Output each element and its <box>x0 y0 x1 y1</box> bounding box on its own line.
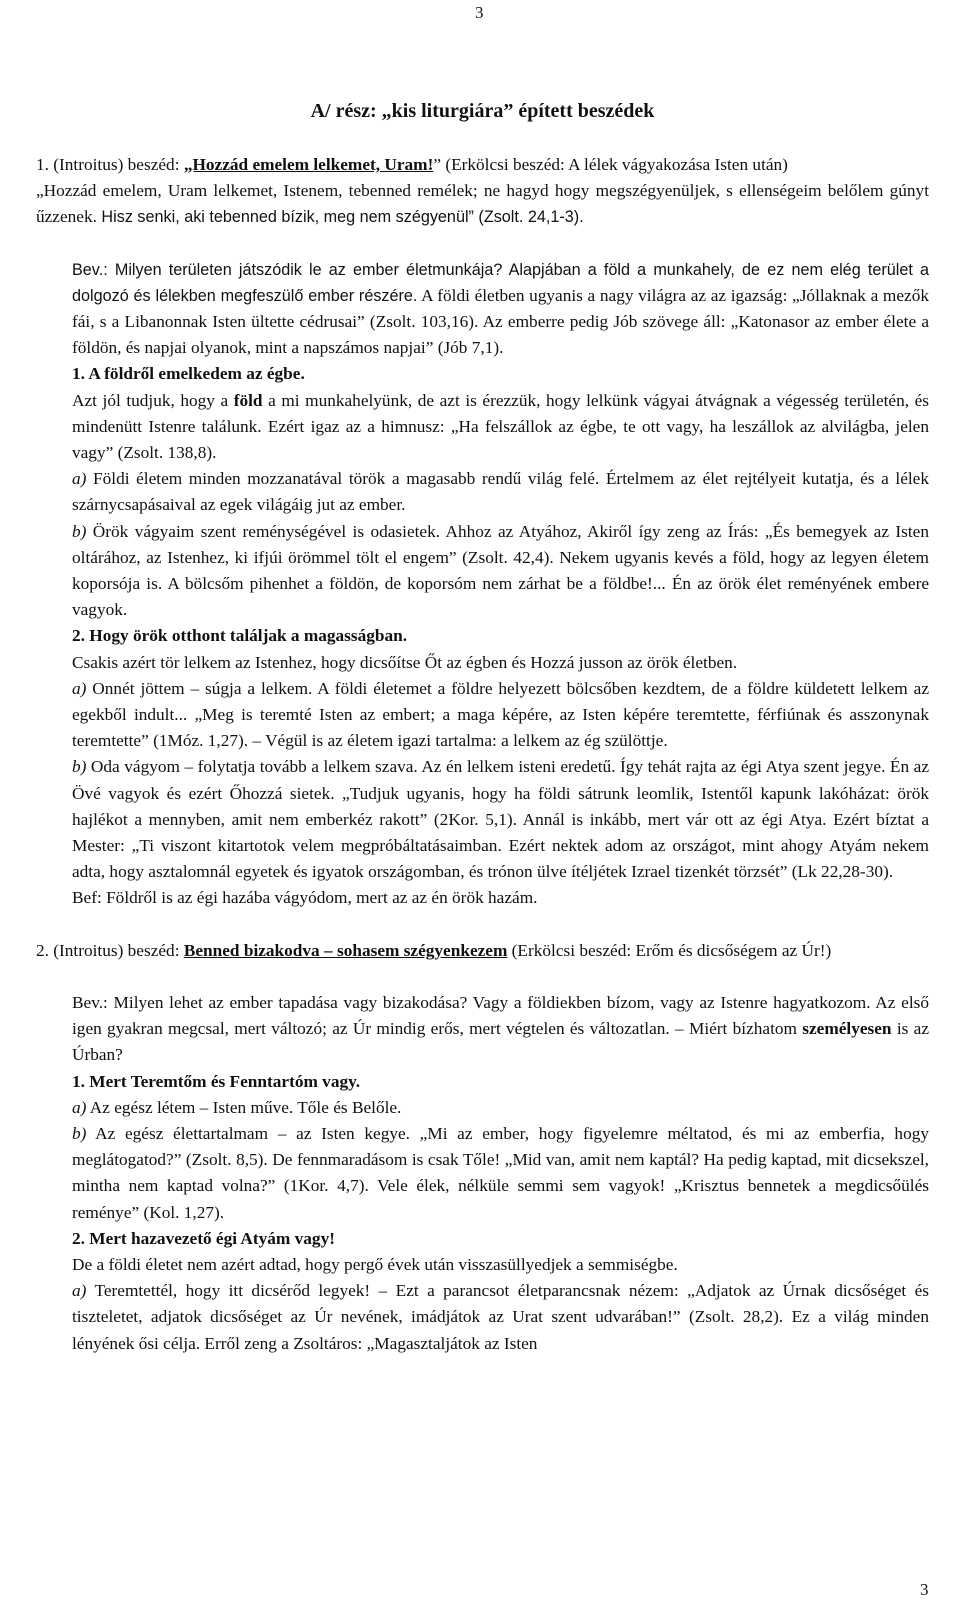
sermon-2-point-2-text: De a földi életet nem azért adtad, hogy pergő évek után visszasüllyedjek a semmiségbe. <box>72 1254 678 1274</box>
bev-serif: A földi életben ugyanis a nagy világra az az igazság: „Jóllaknak a mezők fái, s a Libanonnak Isten ültette cédrusai” (Zsolt. 103,16). Az emberre pedig Jób szövege áll: „Katonasor az ember élete a földön, és napjai olyanok, mint a napszámos napjai” (Jób 7,1). <box>72 285 929 358</box>
sermon-1-prefix: 1. (Introitus) beszéd: <box>36 155 184 174</box>
label-a: a) <box>72 1097 87 1117</box>
point-2-title: 2. Hogy örök otthont találjak a magasságban. <box>72 626 408 646</box>
text-a: Teremtettél, hogy itt dicsérőd legyek! – Ezt a parancsot életparancsnak nézem: „Adjatok az Úrnak dicsőséget és tiszteletet, adjatok dicsőséget az Úr nevének, imádjátok az Urat szent udvarában!” (Zsolt. 28,2). Ez a világ minden lényének ősi célja. Erről zeng a Zsoltáros: „Magasztaljátok az Isten <box>72 1281 929 1353</box>
section-title: A/ rész: „kis liturgiára” épített beszédek <box>310 100 655 122</box>
sermon-1-point-2b <box>36 754 929 885</box>
point-1-title: 1. Mert Teremtőm és Fenntartóm vagy. <box>72 1071 361 1091</box>
label-b: b) <box>72 521 87 541</box>
sermon-2-point-1a <box>36 1095 929 1121</box>
page-number-top: 3 <box>475 3 484 22</box>
label-a: a) <box>72 469 87 489</box>
text-b: Oda vágyom – folytatja tovább a lelkem szava. Az én lelkem isteni eredetű. Így tehát rajta az égi Atya szent jegye. Én az Övé vagyok és ezért Őhozzá sietek. „Tudjuk ugyanis, hogy ha földi sátrunk leomlik, Istentől kapunk lakóházat: örök hajlékot a mennyben, amit nem emberkéz rakott” (2Kor. 5,1). Annál is inkább, mert vár ott az égi Atya. Ezért bíztat a Mester: „Ti viszont kitartotok velem megpróbáltatásaimban. Ezért nektek adom az országot, mint ahogy Atyám nekem adta, hogy asztalomnál egyetek és igyatok országomban, és trónon ülve ítéljétek Izrael tizenkét törzsét” (Lk 22,28-30). <box>72 757 929 882</box>
sermon-1-intro <box>36 257 929 362</box>
quote-sans: Hisz senki, aki tebenned bízik, meg nem szégyenül” (Zsolt. 24,1-3). <box>96 208 584 227</box>
sermon-2-heading <box>36 938 929 964</box>
sermon-2-suffix: (Erkölcsi beszéd: Erőm és dicsőségem az Úr!) <box>507 940 832 960</box>
sermon-2-prefix: 2. (Introitus) beszéd: <box>36 940 184 960</box>
text-b: Az egész élettartalmam – az Isten kegye. „Mi az ember, hogy figyelemre méltatod, és mi az emberfia, hogy meglátogatod?” (Zsolt. 8,5). De fennmaradásom is csak Tőle! „Mid van, amit nem kaptál? Ha pedig kaptad, mit dicsekszel, mintha nem kaptad volna?” (1Kor. 4,7). Vele élek, nélküle semmi sem vagyok! „Krisztus bennetek a megdicsőülés reménye” (Kol. 1,27). <box>72 1123 929 1222</box>
text-a: Az egész létem – Isten műve. Tőle és Belőle. <box>86 1097 402 1117</box>
sermon-2-point-2-heading <box>36 1226 929 1252</box>
label-b: b) <box>72 1123 87 1143</box>
document-body <box>36 152 929 1357</box>
sermon-1-point-1-heading <box>36 361 929 387</box>
text-a: Onnét jöttem – súgja a lelkem. A földi életemet a földre helyezett bölcsőben kezdtem, de a földre küldetett lelkem az egekből indult... „Meg is teremté Isten az embert; a maga képére, az Isten képére teremtette, férfiúnak és asszonynak teremtette” (1Móz. 1,27). – Végül is az életem igazi tartalma: a lelkem az ég szülöttje. <box>72 678 929 751</box>
bev-sans: Bev.: Milyen területen játszódik le az ember életmunkája? <box>72 260 503 279</box>
sermon-2-point-2a <box>36 1278 929 1357</box>
sermon-1-point-2-heading <box>36 623 929 649</box>
sermon-1-title: „Hozzád emelem lelkemet, Uram! <box>183 155 434 174</box>
bev-sans-2: Alapjában a föld a munkahely, de ez nem elég terület a dolgozó és lélekben megfeszülő ember részére. <box>72 260 929 305</box>
sermon-1-point-1-text <box>36 388 929 467</box>
p1-bold: föld <box>233 390 263 410</box>
bev-a: Bev.: Milyen lehet az ember tapadása vagy bizakodása? Vagy a földiekben bízom, vagy az Istenre hagyatkozom. Az első igen gyakran megcsal, mert változó; az Úr mindig erős, mert végtelen és változatlan. – Miért bízhatom <box>72 992 929 1039</box>
sermon-1-point-2a <box>36 676 929 755</box>
point-1-title: 1. A földről emelkedem az égbe. <box>72 364 305 384</box>
p1-a: Azt jól tudjuk, hogy a <box>72 390 234 410</box>
p1-b: a mi munkahelyünk, de azt is érezzük, hogy lelkünk vágyai átvágnak a végesség területén, és mindenütt Istenre találunk. Ezért igaz az a himnusz: „Ha felszállok az égbe, te ott vagy, ha leszállok az alvilágba, jelen vagy” (Zsolt. 138,8). <box>72 390 929 463</box>
sermon-1-conclusion: Bef: Földről is az égi hazába vágyódom, mert az az én örök hazám. <box>72 888 538 908</box>
sermon-1-suffix: ” (Erkölcsi beszéd: A lélek vágyakozása Isten után) <box>433 155 788 174</box>
label-a: a) <box>72 1281 87 1301</box>
text-b: Örök vágyaim szent reménységével is odasietek. Ahhoz az Atyához, Akiről így zeng az Írás: „És bemegyek az Isten oltárához, az Istenhez, ki ifjúi örömmel tölt el engem” (Zsolt. 42,4). Nekem ugyanis kevés a föld, hogy az legyen életem koporsója is. A bölcsőm pihenhet a földön, de koporsóm nem zárhat be a földbe!... Én az örök élet reményének embere vagyok. <box>72 521 929 620</box>
sermon-1-point-2-text: Csakis azért tör lelkem az Istenhez, hogy dicsőítse Őt az égben és Hozzá jusson az örök életben. <box>72 652 738 672</box>
page-number-bottom: 3 <box>920 1580 929 1599</box>
point-2-title: 2. Mert hazavezető égi Atyám vagy! <box>72 1228 335 1248</box>
sermon-2-title: Benned bizakodva – sohasem szégyenkezem <box>183 940 508 960</box>
quote-serif: „Hozzád emelem, Uram lelkemet, Istenem, tebenned remélek; ne hagyd hogy megszégyenüljek, s ellenségeim belőlem gúnyt űzzenek. <box>36 181 929 227</box>
bev-b: is az Úrban? <box>72 1019 930 1065</box>
sermon-1-heading <box>36 152 929 178</box>
label-a: a) <box>72 678 87 698</box>
bev-bold: személyesen <box>802 1019 892 1039</box>
sermon-1-point-1b <box>36 519 929 624</box>
sermon-2-intro <box>36 990 929 1069</box>
sermon-1-point-1a <box>36 466 929 518</box>
label-b: b) <box>72 757 87 777</box>
sermon-2-point-1b <box>36 1121 929 1226</box>
sermon-1-quote <box>36 178 929 230</box>
text-a: Földi életem minden mozzanatával török a magasabb rendű világ felé. Értelmem az élet rejtélyeit kutatja, és a lélek szárnycsapásaival az egek világáig jut az ember. <box>72 469 929 515</box>
sermon-2-point-1-heading <box>36 1069 929 1095</box>
